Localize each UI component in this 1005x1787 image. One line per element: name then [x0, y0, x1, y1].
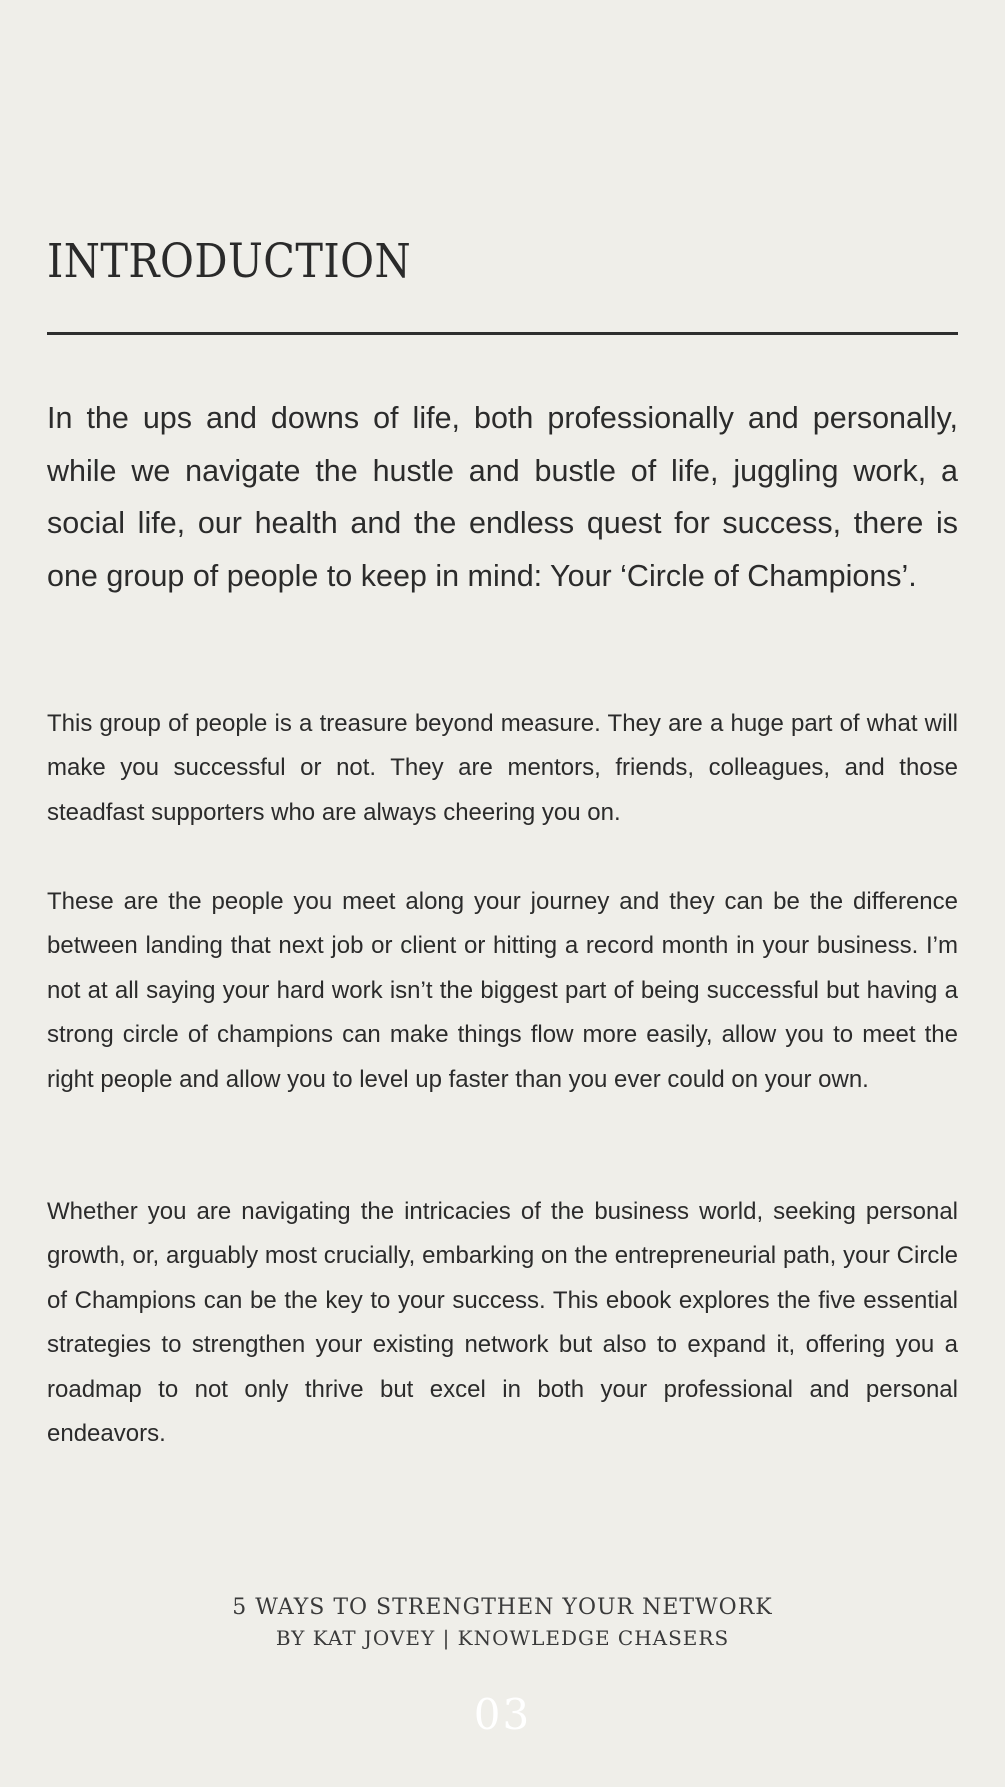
title-divider [47, 332, 958, 335]
lead-paragraph: In the ups and downs of life, both professionally and personally, while we navigate the hustle and bustle of life, juggling work, a social life, our health and the endless quest for success, there is one group of people to keep in mind: Your ‘Circle of Champions’. [47, 401, 958, 593]
page-number: 03 [473, 1690, 532, 1739]
footer-byline: BY KAT JOVEY | KNOWLEDGE CHASERS [275, 1626, 730, 1650]
page-title: INTRODUCTION [47, 234, 412, 289]
body-paragraph-2: These are the people you meet along your journey and they can be the difference between landing that next job or client or hitting a record month in your business. I’m not at all saying your hard work isn’t the biggest part of being successful but having a strong circle of champions can make things flow more easily, allow you to meet the right people and allow you to level up faster than you ever could on your own. [47, 888, 958, 1093]
footer-book-title: 5 WAYS TO STRENGTHEN YOUR NETWORK [232, 1595, 773, 1620]
body-paragraph-1: This group of people is a treasure beyond measure. They are a huge part of what will make you successful or not. They are mentors, friends, colleagues, and those steadfast supporters who are always cheering you on. [47, 710, 958, 826]
body-paragraph-3: Whether you are navigating the intricacies of the business world, seeking personal growth, or, arguably most crucially, embarking on the entrepreneurial path, your Circle of Champions can be the key to your success. This ebook explores the five essential strategies to strengthen your existing network but also to expand it, offering you a roadmap to not only thrive but excel in both your professional and personal endeavors. [47, 1198, 958, 1448]
